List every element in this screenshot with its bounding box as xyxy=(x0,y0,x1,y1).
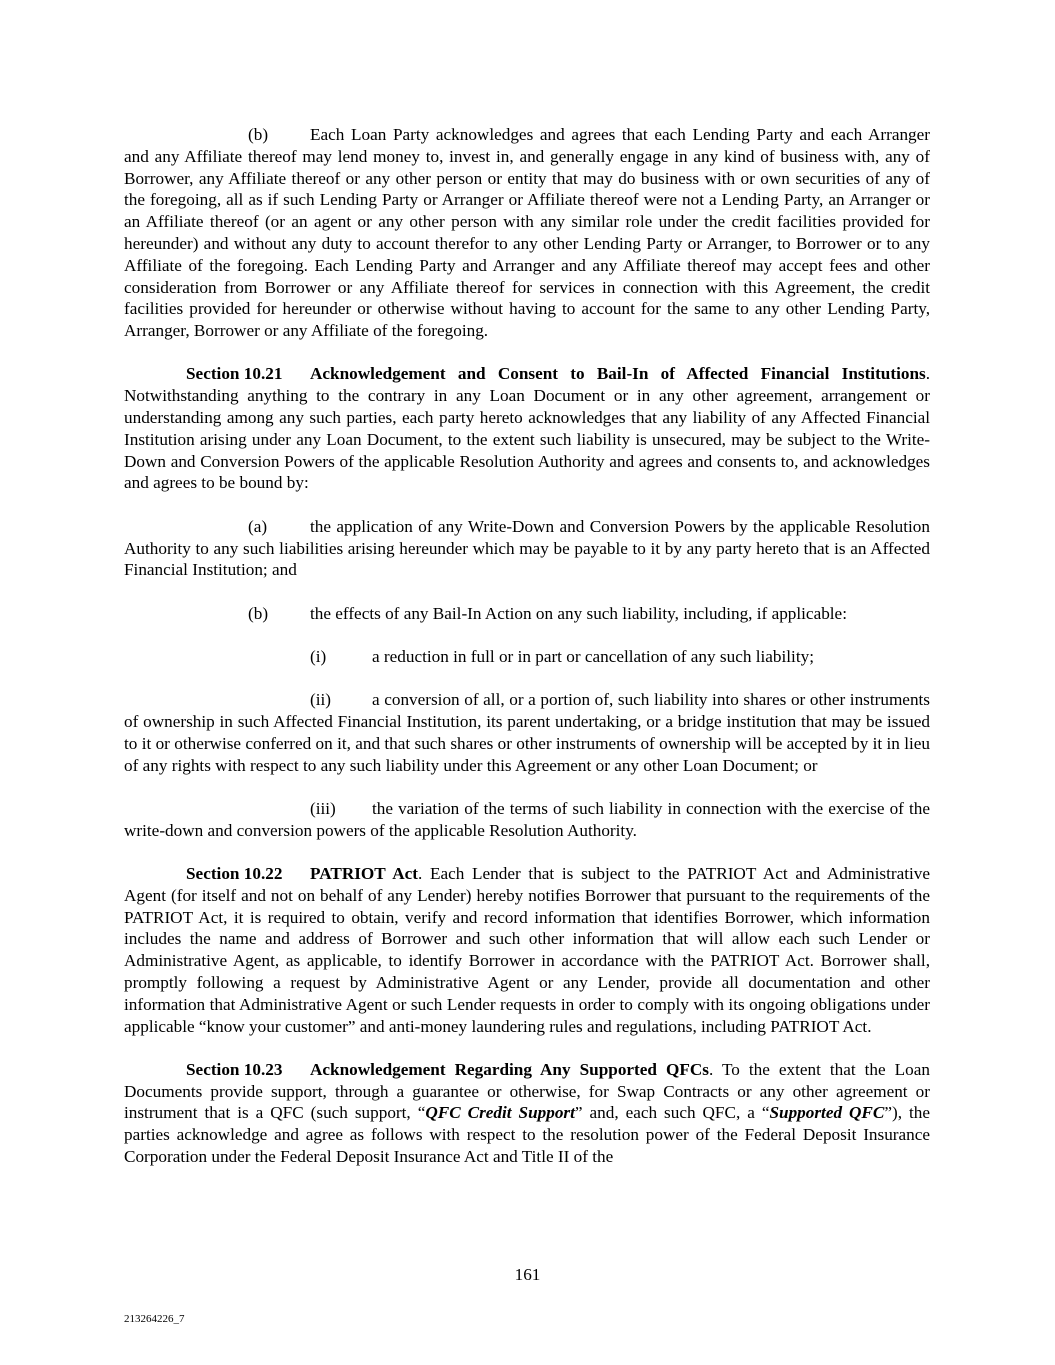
paragraph-b-lending-party xyxy=(124,124,930,342)
section-text: ”), the parties acknowledge and agree as follows with respect to the resolution power of the Federal Deposit Insurance Corporation under the Federal Deposit Insurance Act and Title II of the xyxy=(124,1103,930,1167)
item-label: (b) xyxy=(248,603,269,623)
defined-term: QFC Credit Support xyxy=(425,1103,575,1123)
section-text: . To the extent that the Loan Documents provide support, through a guarantee or otherwise, for Swap Contracts or any other agreement or instrument that is a QFC (such support, “ xyxy=(124,1059,930,1123)
item-a xyxy=(124,516,930,581)
item-i xyxy=(124,646,930,668)
item-label: (ii) xyxy=(310,690,331,710)
section-title: Acknowledgement and Consent to Bail-In of Affected Financial Institutions xyxy=(310,364,926,384)
section-number: Section 10.23 xyxy=(186,1059,283,1079)
item-text: the variation of the terms of such liability in connection with the exercise of the write-down and conversion powers of the applicable Resolution Authority. xyxy=(124,798,930,840)
section-text: . Each Lender that is subject to the PATRIOT Act and Administrative Agent (for itself and not on behalf of any Lender) hereby notifies Borrower that pursuant to the requirements of the PATRIOT Act, it is required to obtain, verify and record information that identifies Borrower, which information includes the name and address of Borrower and such other information that will allow each such Lender or Administrative Agent, as applicable, to identify Borrower in accordance with the PATRIOT Act. Borrower shall, promptly following a request by Administrative Agent or any Lender, provide all documentation and other information that Administrative Agent or such Lender requests in order to comply with its ongoing obligations under applicable “know your customer” and anti-money laundering rules and regulations, including PATRIOT Act. xyxy=(124,864,931,1036)
section-text: . Notwithstanding anything to the contrary in any Loan Document or in any other agreement, arrangement or understanding among any such parties, each party hereto acknowledges that any liability of any Affected Financial Institution arising under any Loan Document, to the extent such liability is unsecured, may be subject to the Write-Down and Conversion Powers of the applicable Resolution Authority and agrees and consents to, and acknowledges and agrees to be bound by: xyxy=(124,364,930,493)
item-label: (iii) xyxy=(310,798,336,818)
section-title: Acknowledgement Regarding Any Supported QFCs xyxy=(310,1059,709,1079)
section-10-23 xyxy=(124,1059,930,1168)
section-title: PATRIOT Act xyxy=(310,864,418,884)
defined-term: Supported QFC xyxy=(769,1103,885,1123)
section-10-22 xyxy=(124,863,930,1037)
section-number: Section 10.21 xyxy=(186,364,283,384)
item-ii xyxy=(124,689,930,776)
paragraph-label: (b) xyxy=(248,125,269,144)
section-text: ” and, each such QFC, a “ xyxy=(574,1103,770,1123)
item-text: a conversion of all, or a portion of, such liability into shares or other instruments of ownership in such Affected Financial Institution, its parent undertaking, or a bridge institution that may be issued to it or otherwise conferred on it, and that such shares or other instruments of ownership will be accepted by it in lieu of any rights with respect to any such liability under this Agreement or any other Loan Document; or xyxy=(124,690,930,775)
item-text: a reduction in full or in part or cancellation of any such liability; xyxy=(372,646,814,666)
document-id: 213264226_7 xyxy=(124,1313,185,1325)
page-number: 161 xyxy=(514,1265,541,1284)
item-label: (i) xyxy=(310,646,327,666)
item-b xyxy=(124,603,930,625)
section-number: Section 10.22 xyxy=(186,864,283,884)
paragraph-text: Each Loan Party acknowledges and agrees that each Lending Party and each Arranger and any Affiliate thereof may lend money to, invest in, and generally engage in any kind of business with, any of Borrower, any Affiliate thereof or any other person or entity that may do business with or own securities of any of the foregoing, all as if such Lending Party or Arranger or Affiliate thereof were not a Lending Party, an Arranger or an Affiliate thereof (or an agent or any other person with any similar role under the credit facilities provided for hereunder) and without any duty to account therefor to any other Lending Party or Arranger, to Borrower or to any Affiliate of the foregoing. Each Lending Party and Arranger and any Affiliate thereof may accept fees and other consideration from Borrower or any Affiliate thereof for services in connection with this Agreement, the credit facilities provided for hereunder or otherwise without having to account for the same to any other Lending Party, Arranger, Borrower or any Affiliate of the foregoing. xyxy=(124,125,930,341)
section-10-21 xyxy=(124,363,930,494)
item-iii xyxy=(124,798,930,842)
document-page xyxy=(124,124,930,1189)
item-label: (a) xyxy=(248,516,268,536)
item-text: the effects of any Bail-In Action on any such liability, including, if applicable: xyxy=(310,603,847,623)
item-text: the application of any Write-Down and Conversion Powers by the applicable Resolution Authority to any such liabilities arising hereunder which may be payable to it by any party hereto that is an Affected Financial Institution; and xyxy=(124,516,930,580)
